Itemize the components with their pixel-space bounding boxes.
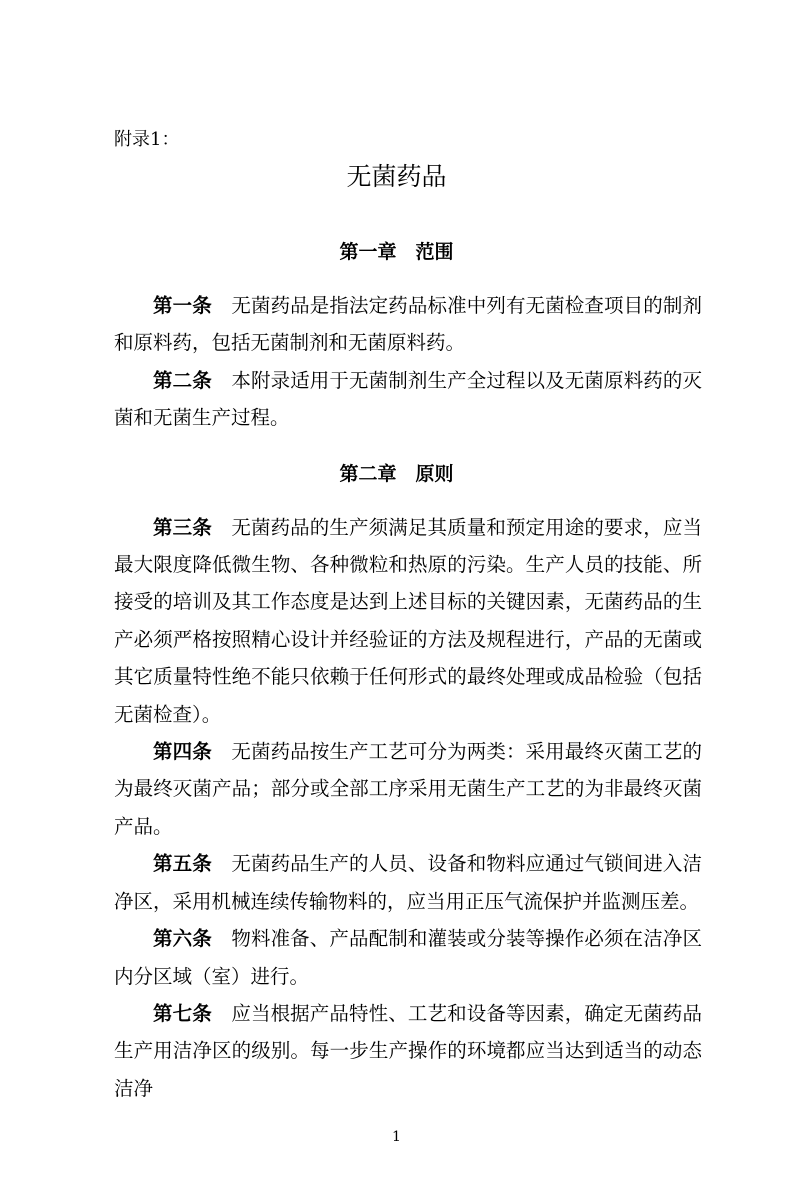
article-text: 应当根据产品特性、工艺和设备等因素，确定无菌药品生产用洁净区的级别。每一步生产操作的环境都应当达到适当的动态洁净 (114, 1001, 702, 1100)
page-number: 1 (392, 1129, 401, 1146)
article-paragraph (114, 287, 702, 362)
chapter-heading: 第一章 范围 (339, 241, 454, 263)
article-paragraph (114, 845, 702, 920)
article-label: 第五条 (153, 852, 212, 876)
article-label: 第六条 (153, 927, 212, 951)
appendix-label: 附录1： (114, 129, 180, 150)
article-label: 第三条 (153, 515, 212, 539)
article-label: 第四条 (153, 740, 212, 764)
article-text: 本附录适用于无菌制剂生产全过程以及无菌原料药的灭菌和无菌生产过程。 (114, 368, 702, 430)
article-paragraph (114, 362, 702, 437)
article-text: 无菌药品是指法定药品标准中列有无菌检查项目的制剂和原料药，包括无菌制剂和无菌原料药。 (114, 294, 702, 355)
article-label: 第七条 (153, 1001, 212, 1025)
chapter-heading: 第二章 原则 (339, 462, 454, 485)
article-text: 无菌药品按生产工艺可分为两类：采用最终灭菌工艺的为最终灭菌产品；部分或全部工序采用无菌生产工艺的为非最终灭菌产品。 (114, 740, 702, 838)
article-paragraph (114, 733, 702, 845)
article-label: 第二条 (153, 368, 212, 392)
article-paragraph (114, 920, 702, 995)
article-text: 物料准备、产品配制和灌装或分装等操作必须在洁净区内分区域（室）进行。 (114, 927, 702, 988)
document-title: 无菌药品 (346, 162, 447, 191)
article-paragraph (114, 509, 702, 733)
article-text: 无菌药品的生产须满足其质量和预定用途的要求，应当最大限度降低微生物、各种微粒和热原的污染。生产人员的技能、所接受的培训及其工作态度是达到上述目标的关键因素，无菌药品的生产必须严格按照精心设计并经验证的方法及规程进行，产品的无菌或其它质量特性绝不能只依赖于任何形式的最终处理或成品检验（包括无菌检查）。 (114, 515, 702, 726)
article-paragraph (114, 995, 702, 1107)
article-label: 第一条 (153, 294, 212, 317)
article-text: 无菌药品生产的人员、设备和物料应通过气锁间进入洁净区，采用机械连续传输物料的，应当用正压气流保护并监测压差。 (114, 852, 702, 913)
